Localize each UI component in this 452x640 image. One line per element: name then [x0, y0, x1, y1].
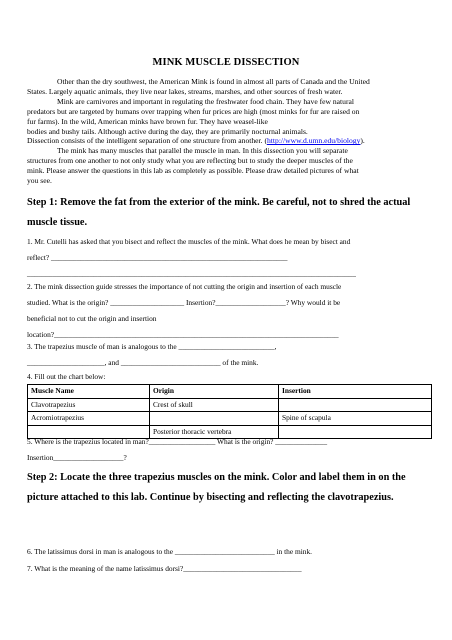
intro-line: Other than the dry southwest, the American Mink is found in almost all parts of Canada and the United	[57, 77, 370, 86]
question-line[interactable]: _____________________, and ___________________________ of the mink.	[27, 358, 259, 367]
muscle-chart	[27, 384, 432, 439]
question-2	[27, 282, 437, 339]
question-line[interactable]: 5. Where is the trapezius located in man?__________________ What is the origin? ______________	[27, 437, 328, 446]
intro-line: structures from one another to not only study what you are reflecting but to study the deeper muscles of the	[27, 156, 353, 166]
question-7[interactable]: 7. What is the meaning of the name latissimus dorsi?________________________________	[27, 564, 302, 573]
column-header: Insertion	[279, 385, 432, 399]
intro-line: States. Largely aquatic animals, they live near lakes, streams, marshes, and other sources of fresh water.	[27, 86, 343, 96]
question-line[interactable]: Insertion___________________?	[27, 453, 127, 462]
answer-line[interactable]: location?_____________________________________________________________________________	[27, 330, 339, 339]
intro-line: mink. Please answer the questions in this lab as completely as possible. Please draw detailed pictures of what	[27, 166, 359, 176]
step-1-line: Step 1: Remove the fat from the exterior of the mink. Be careful, not to shred the actual	[27, 197, 411, 208]
question-line[interactable]: 3. The trapezius muscle of man is analogous to the __________________________,	[27, 342, 277, 351]
table-row	[28, 398, 432, 412]
question-line: 1. Mr. Cutelli has asked that you bisect and reflect the muscles of the mink. What does he mean by bisect and	[27, 237, 351, 246]
definition-end: ).	[360, 136, 365, 146]
question-1	[27, 237, 437, 278]
intro-line: The mink has many muscles that parallel the muscle in man. In this dissection you will separate	[57, 146, 348, 156]
biology-link[interactable]: http://www.d.umn.edu/biology	[267, 136, 361, 146]
definition-text: Dissection consists of the intelligent separation of one structure from another. (	[27, 136, 267, 146]
table-cell[interactable]: Crest of skull	[150, 398, 279, 412]
step-1-heading	[27, 193, 435, 233]
question-line: beneficial not to cut the origin and insertion	[27, 314, 157, 323]
column-header: Muscle Name	[28, 385, 150, 399]
intro-line	[27, 136, 433, 146]
intro-line: Mink are carnivores and important in regulating the freshwater food chain. They have few natural	[57, 96, 354, 106]
step-1-line: muscle tissue.	[27, 217, 88, 228]
table-header-row	[28, 385, 432, 399]
answer-line[interactable]: _________________________________________________________________________________________	[27, 269, 356, 278]
table-cell[interactable]: Posterior thoracic vertebra	[150, 425, 279, 439]
intro-line: predators but are targeted by humans over trapping when fur prices are high (most minks for fur are raised on	[27, 106, 360, 116]
column-header: Origin	[150, 385, 279, 399]
step-2-heading	[27, 468, 435, 508]
intro-line: fur farms). In the wild, American minks have brown fur. They have weasel-like	[27, 116, 268, 126]
question-3	[27, 342, 437, 367]
table-cell[interactable]: Clavotrapezius	[28, 398, 150, 412]
question-line[interactable]: studied. What is the origin? ____________________ Insertion?___________________? Why would it be	[27, 298, 341, 307]
table-cell[interactable]: Spine of scapula	[279, 412, 432, 426]
intro-text	[27, 77, 433, 186]
table-cell[interactable]	[279, 398, 432, 412]
intro-line: you see.	[27, 176, 52, 186]
table-cell[interactable]	[150, 412, 279, 426]
question-6[interactable]: 6. The latissimus dorsi in man is analogous to the ___________________________ in the mink.	[27, 547, 313, 556]
step-2-line: Step 2: Locate the three trapezius muscles on the mink. Color and label them in on the	[27, 472, 406, 483]
page-title: MINK MUSCLE DISSECTION	[152, 57, 300, 68]
question-line[interactable]: reflect? ________________________________________________________________	[27, 253, 288, 262]
intro-line: bodies and bushy tails. Although active during the day, they are primarily nocturnal animals.	[27, 126, 308, 136]
table-cell[interactable]: Acromiotrapezius	[28, 412, 150, 426]
table-row	[28, 412, 432, 426]
question-line: 2. The mink dissection guide stresses the importance of not cutting the origin and insertion of each muscle	[27, 282, 342, 291]
step-2-line: picture attached to this lab. Continue by bisecting and reflecting the clavotrapezius.	[27, 492, 394, 503]
question-4-label: 4. Fill out the chart below:	[27, 372, 106, 381]
question-5	[27, 437, 437, 462]
